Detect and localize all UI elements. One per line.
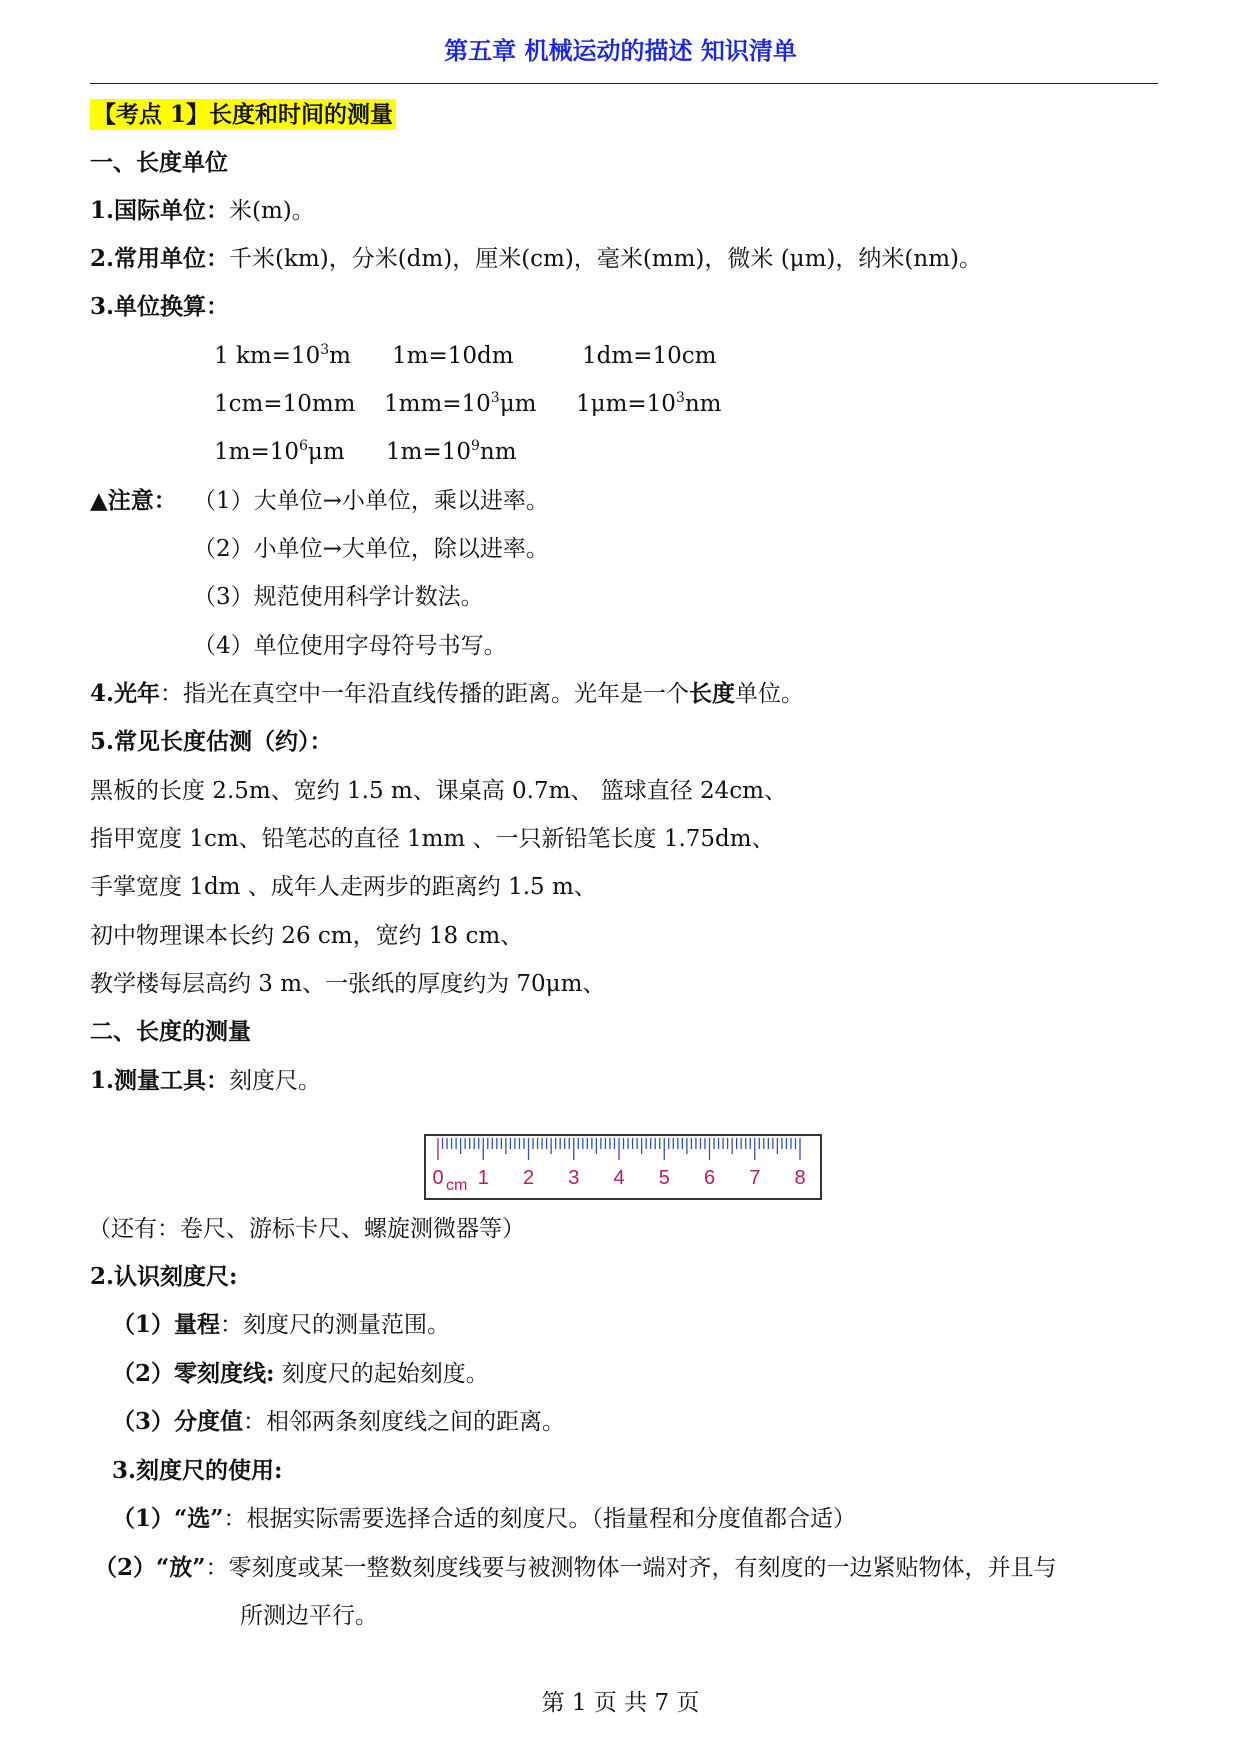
conv-exponent: 3: [320, 342, 330, 358]
use-ruler-term: （1）“选”: [112, 1505, 224, 1532]
page-footer: 第 1 页 共 7 页: [541, 1690, 700, 1716]
light-year-text-a: ：指光在真空中一年沿直线传播的距离。光年是一个: [160, 681, 690, 707]
estimate-line: 手掌宽度 1dm 、成年人走两步的距离约 1.5 m、: [90, 874, 597, 900]
ruler-label: 1: [477, 1167, 489, 1189]
ruler-label: 4: [613, 1167, 625, 1189]
ruler-label: 5: [658, 1167, 670, 1189]
conversion-m-dm: 1m=10dm: [392, 343, 514, 369]
conv-exponent: 3: [675, 390, 685, 406]
know-ruler-term: （3）分度值: [112, 1408, 244, 1435]
estimate-line: 教学楼每层高约 3 m、一张纸的厚度约为 70μm、: [90, 971, 606, 997]
section-tag-highlight: 【考点 1】长度和时间的测量: [90, 99, 396, 130]
conversion-label: 3.单位换算：: [90, 293, 230, 320]
page-header-title: 第五章 机械运动的描述 知识清单: [444, 36, 797, 65]
conv-unit: μm: [499, 391, 537, 417]
conv-text: 1 km=10: [214, 343, 321, 369]
conv-text: 1m=10: [386, 439, 471, 465]
conversion-dm-cm: 1dm=10cm: [582, 343, 717, 369]
know-ruler-label: 2.认识刻度尺:: [90, 1263, 238, 1290]
heading-length-measurement: 二、长度的测量: [90, 1018, 251, 1045]
si-unit-label: 1.国际单位：: [90, 197, 230, 224]
ruler-image: [424, 1134, 822, 1200]
conv-text: 1mm=10: [384, 391, 491, 417]
si-unit-line: [90, 196, 315, 226]
use-ruler-item: [112, 1504, 856, 1534]
note-item: （3）规范使用科学计数法。: [193, 584, 484, 610]
conv-unit: nm: [479, 439, 517, 465]
know-ruler-desc: 刻度尺的起始刻度。: [274, 1361, 489, 1387]
tool-label: 1.测量工具：: [90, 1067, 230, 1094]
conv-unit: m: [329, 343, 351, 369]
conversion-um-nm: [576, 389, 721, 419]
ruler-label: 8: [794, 1167, 806, 1189]
light-year-bold: 长度: [689, 680, 736, 707]
ruler-label: 2: [522, 1167, 535, 1189]
conv-unit: nm: [684, 391, 722, 417]
conv-exponent: 9: [470, 438, 480, 454]
light-year-label: 4.光年: [90, 680, 161, 707]
conv-exponent: 6: [298, 438, 308, 454]
use-ruler-desc: ：零刻度或某一整数刻度线要与被测物体一端对齐，有刻度的一边紧贴物体，并且与: [205, 1555, 1057, 1581]
conversion-km-m: [214, 341, 351, 371]
heading-length-units: 一、长度单位: [90, 149, 228, 176]
conv-unit: μm: [307, 439, 345, 465]
know-ruler-item: [112, 1310, 450, 1340]
know-ruler-term: （1）量程: [112, 1311, 221, 1338]
si-unit-text: 米(m)。: [229, 198, 315, 224]
know-ruler-desc: ：刻度尺的测量范围。: [220, 1312, 451, 1338]
light-year-line: [90, 679, 804, 709]
note-item: （1）大单位→小单位，乘以进率。: [193, 488, 549, 514]
light-year-text-b: 单位。: [735, 681, 805, 707]
know-ruler-item: [112, 1407, 565, 1437]
notes-label: ▲注意：: [90, 487, 177, 514]
estimate-line: 黑板的长度 2.5m、宽约 1.5 m、课桌高 0.7m、 篮球直径 24cm、: [90, 778, 787, 804]
ruler-label: 3: [568, 1167, 580, 1189]
common-units-line: [90, 244, 982, 274]
common-units-label: 2.常用单位：: [90, 245, 230, 272]
ruler-unit-label: cm: [446, 1177, 468, 1194]
header-divider: [90, 83, 1158, 84]
tool-text: 刻度尺。: [229, 1068, 322, 1094]
estimates-label: 5.常见长度估测（约）：: [90, 728, 333, 755]
other-tools: （还有：卷尺、游标卡尺、螺旋测微器等）: [88, 1216, 525, 1242]
know-ruler-item: [112, 1359, 489, 1389]
estimate-line: 指甲宽度 1cm、铅笔芯的直径 1mm 、一只新铅笔长度 1.75dm、: [90, 826, 775, 852]
conversion-mm-um: [384, 389, 536, 419]
conv-text: 1μm=10: [576, 391, 676, 417]
estimate-line: 初中物理课本长约 26 cm，宽约 18 cm、: [90, 923, 524, 949]
tool-line: [90, 1066, 321, 1096]
note-item: （4）单位使用字母符号书写。: [193, 633, 507, 659]
use-ruler-item: [94, 1553, 1056, 1583]
ruler-label: 6: [703, 1167, 716, 1189]
conv-exponent: 3: [490, 390, 500, 406]
know-ruler-term: （2）零刻度线:: [112, 1360, 275, 1387]
use-ruler-continuation: 所测边平行。: [240, 1603, 378, 1629]
know-ruler-desc: ：相邻两条刻度线之间的距离。: [243, 1409, 566, 1435]
conversion-m-nm: [386, 437, 517, 467]
ruler-label: 0: [432, 1167, 444, 1189]
ruler-label: 7: [749, 1167, 761, 1189]
common-units-text: 千米(km)，分米(dm)，厘米(cm)，毫米(mm)，微米 (μm)，纳米(nm)。: [229, 246, 982, 272]
conv-text: 1m=10: [214, 439, 299, 465]
use-ruler-term: （2）“放”: [94, 1554, 206, 1581]
section-tag: [90, 100, 396, 130]
use-ruler-desc: ：根据实际需要选择合适的刻度尺。（指量程和分度值都合适）: [223, 1506, 856, 1532]
conversion-m-um: [214, 437, 345, 467]
note-item: （2）小单位→大单位，除以进率。: [193, 536, 549, 562]
conversion-cm-mm: 1cm=10mm: [214, 391, 356, 417]
use-ruler-label: 3.刻度尺的使用:: [112, 1457, 283, 1484]
